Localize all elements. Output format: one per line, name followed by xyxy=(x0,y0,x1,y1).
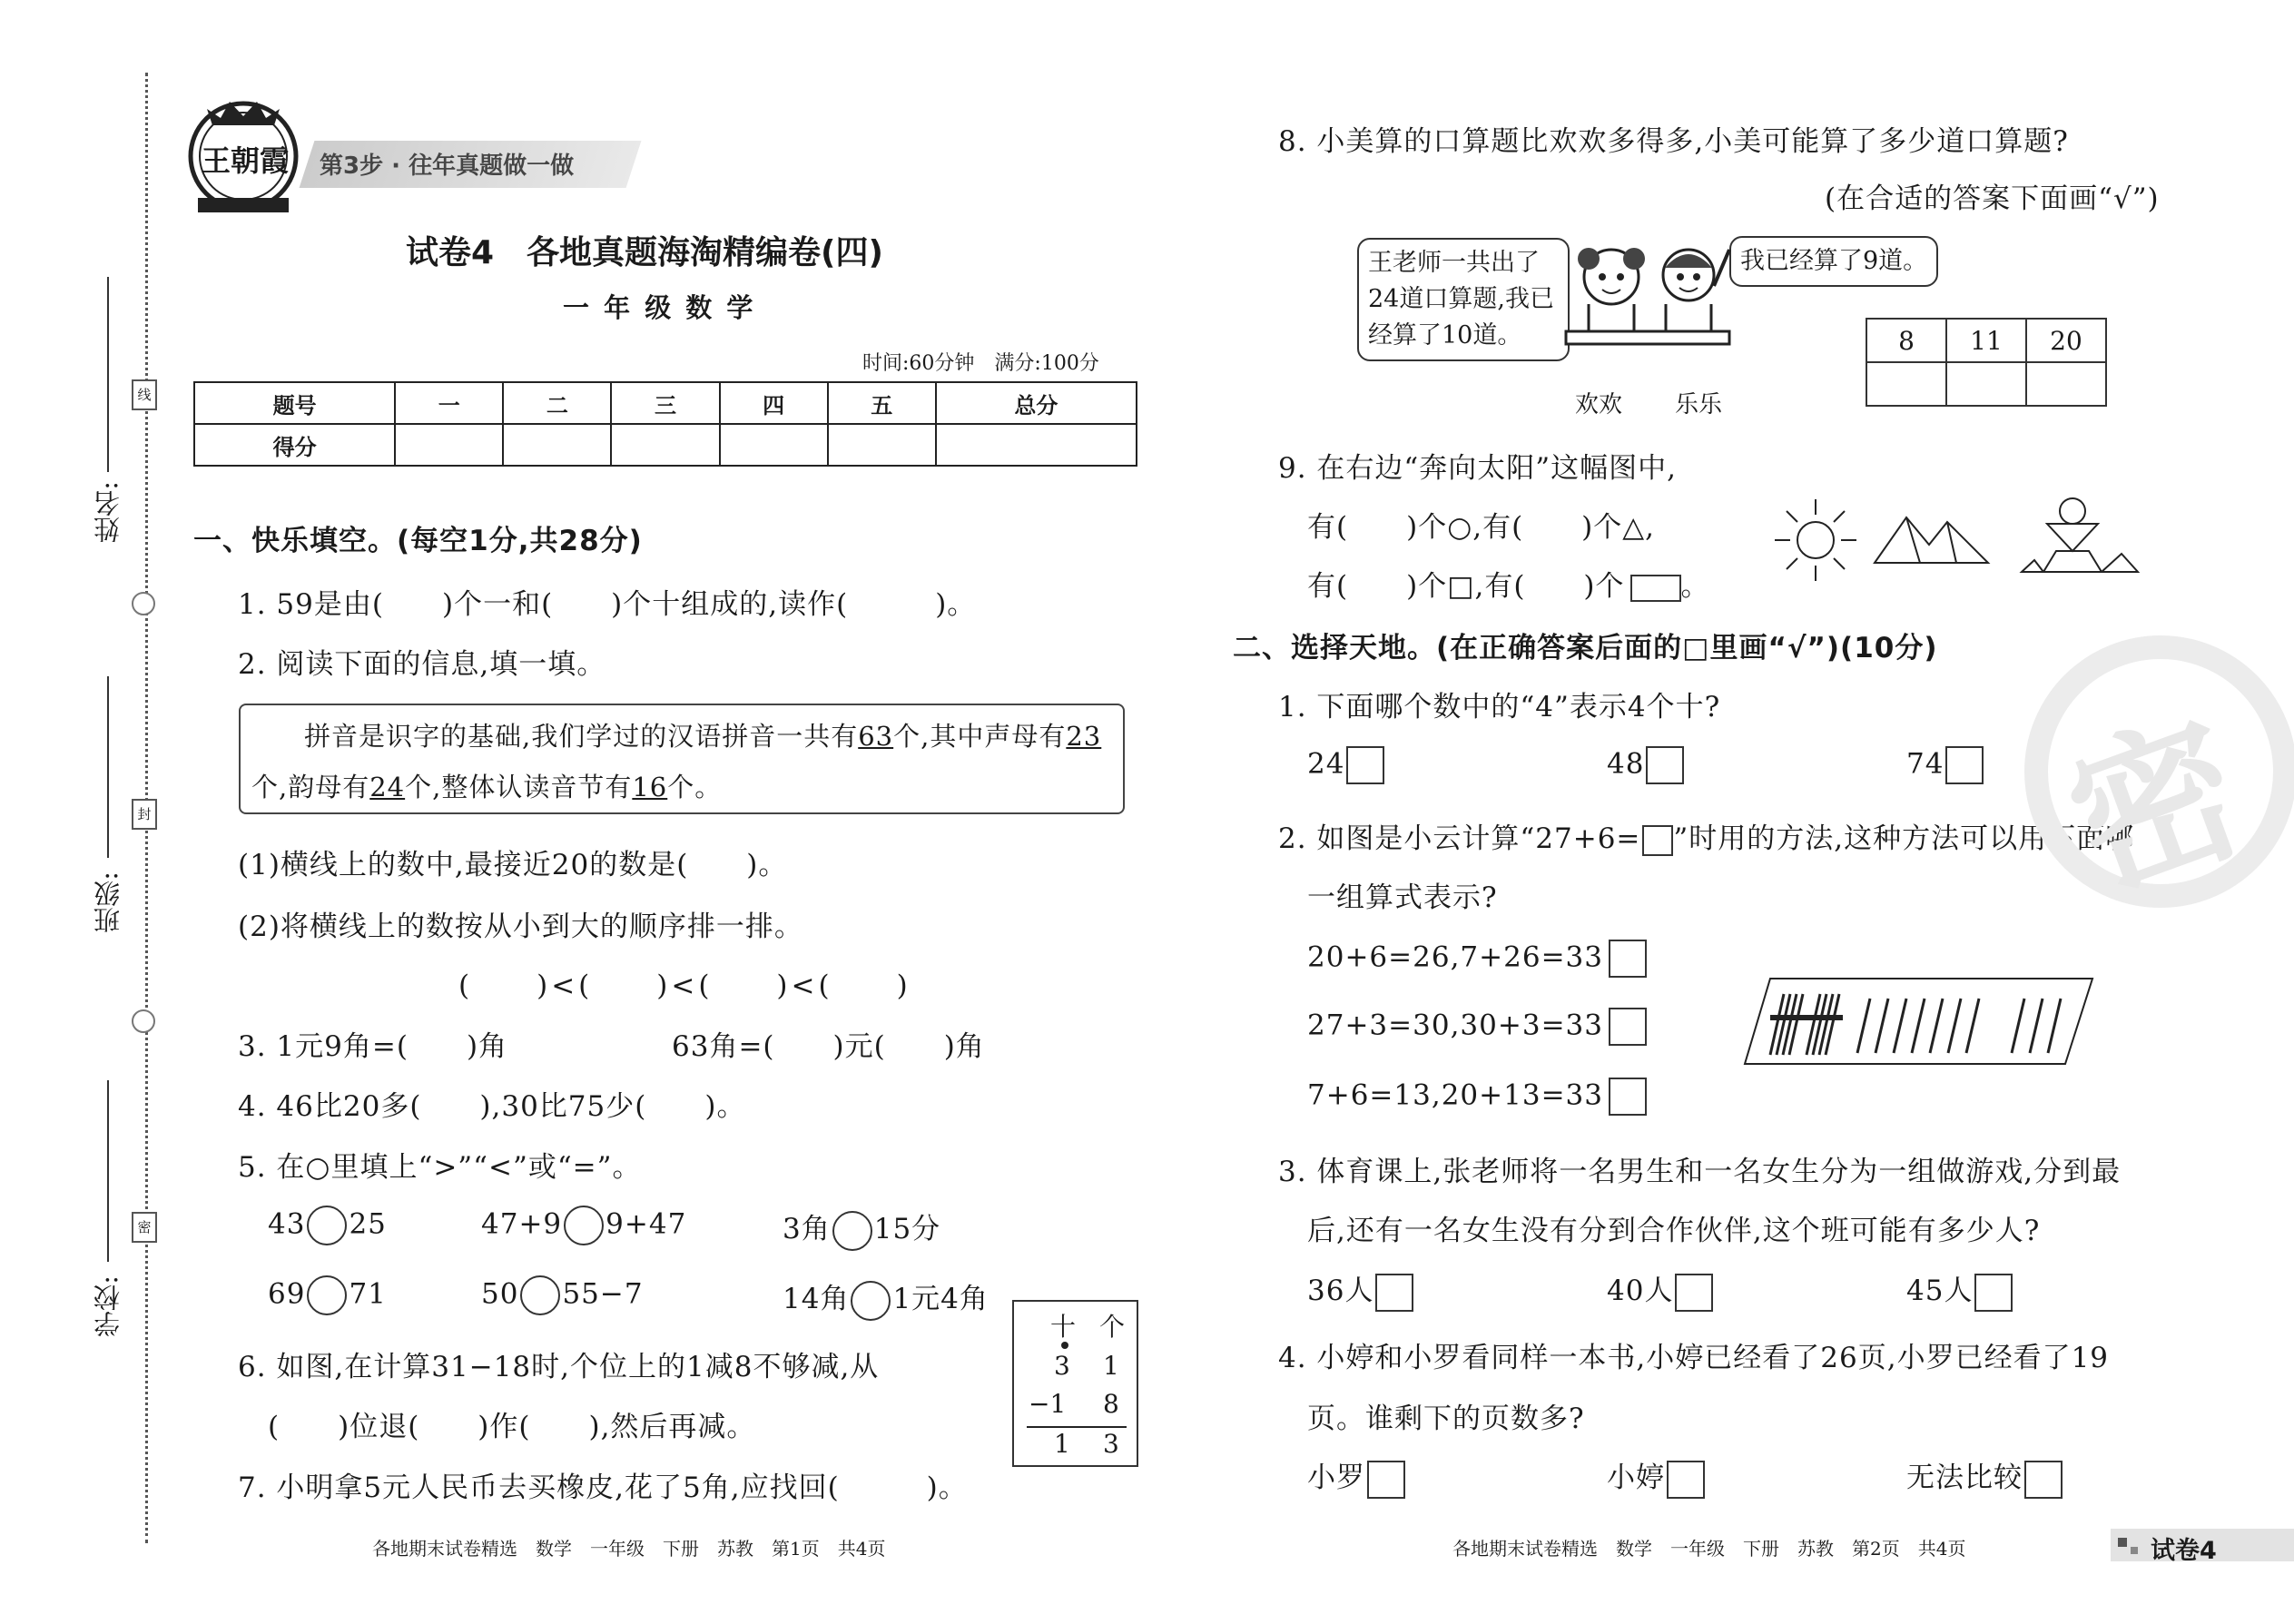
answer-checkbox[interactable] xyxy=(1667,1461,1705,1499)
equation-blank-box[interactable] xyxy=(1642,825,1673,856)
speech-bubble-1: 王老师一共出了24道口算题,我已经算了10道。 xyxy=(1357,238,1570,361)
section1-title: 一、快乐填空。(每空1分,共28分) xyxy=(193,525,643,557)
vert-digit: 8 xyxy=(1103,1389,1119,1419)
rectangle-shape-icon xyxy=(1630,575,1681,602)
info-number: 63 xyxy=(858,721,894,752)
compare-right: 15分 xyxy=(873,1213,941,1245)
compare-circle[interactable] xyxy=(307,1206,347,1245)
page-tag-label: 试卷4 xyxy=(2151,1537,2217,1565)
seal-box-1: 线 xyxy=(132,379,157,410)
score-cell[interactable] xyxy=(395,424,503,466)
option-text: 小婷 xyxy=(1607,1462,1665,1494)
tag-square-icon xyxy=(2118,1538,2127,1547)
choice-3-option xyxy=(1906,1267,2013,1312)
compare-item xyxy=(268,1206,387,1245)
q8-option: 11 xyxy=(1946,319,2026,362)
answer-checkbox[interactable] xyxy=(1346,746,1384,784)
tag-square-icon xyxy=(2131,1547,2138,1554)
question-2-2: (2)将横线上的数按从小到大的顺序排一排。 xyxy=(238,910,803,943)
score-header: 三 xyxy=(611,382,719,424)
option-text: 27+3=30,30+3=33 xyxy=(1307,1009,1603,1042)
choice-1-option xyxy=(1307,746,1384,784)
compare-right: 9+47 xyxy=(605,1207,687,1241)
question-2-1: (1)横线上的数中,最接近20的数是( )。 xyxy=(238,849,788,881)
choice-4-option xyxy=(1307,1454,1405,1499)
vert-rule xyxy=(1027,1426,1127,1428)
logo-text: 王朝霞 xyxy=(202,143,290,178)
order-blanks: ( )<( )<( )<( ) xyxy=(458,969,911,1002)
info-text: 个,整体认读音节有 xyxy=(405,772,633,802)
choice-1: 1. 下面哪个数中的“4”表示4个十? xyxy=(1278,691,1721,723)
vert-digit: 3 xyxy=(1103,1429,1119,1459)
punch-hole-icon xyxy=(132,592,155,615)
question-7: 7. 小明拿5元人民币去买橡皮,花了5角,应找回( )。 xyxy=(238,1471,968,1504)
compare-left: 14角 xyxy=(783,1283,850,1315)
compare-item xyxy=(783,1275,989,1321)
vertical-subtraction xyxy=(1012,1300,1138,1467)
borrow-dot-icon xyxy=(1061,1342,1068,1349)
name-label: 姓名: xyxy=(93,481,123,543)
compare-circle[interactable] xyxy=(307,1275,347,1315)
score-cell[interactable] xyxy=(828,424,936,466)
choice-2-line-1 xyxy=(1278,815,2134,856)
compare-item xyxy=(783,1206,940,1251)
compare-left: 3角 xyxy=(783,1213,831,1245)
choice-2-text: ”时用的方法,这种方法可以用下面哪 xyxy=(1673,822,2135,855)
q8-answer-cell[interactable] xyxy=(1866,362,1946,406)
question-6a: 6. 如图,在计算31−18时,个位上的1减8不够减,从 xyxy=(238,1351,880,1383)
score-header: 四 xyxy=(720,382,828,424)
score-row-label: 得分 xyxy=(194,424,395,466)
choice-4-option xyxy=(1906,1454,2063,1499)
option-text: 74 xyxy=(1906,747,1944,781)
question-9: 9. 在右边“奔向太阳”这幅图中, xyxy=(1278,452,1677,485)
compare-right: 55−7 xyxy=(562,1277,644,1311)
choice-3-line-1: 3. 体育课上,张老师将一名男生和一名女生分为一组做游戏,分到最 xyxy=(1278,1156,2122,1188)
choice-1-option xyxy=(1607,746,1684,784)
score-header: 题号 xyxy=(194,382,395,424)
compare-left: 50 xyxy=(481,1277,519,1311)
vert-digit: 1 xyxy=(1103,1351,1119,1381)
answer-checkbox[interactable] xyxy=(1609,1008,1647,1046)
question-2: 2. 阅读下面的信息,填一填。 xyxy=(238,648,606,681)
footer-right: 各地期末试卷精选 数学 一年级 下册 苏教 第2页 共4页 xyxy=(1452,1538,1966,1560)
answer-checkbox[interactable] xyxy=(1609,1078,1647,1116)
compare-left: 43 xyxy=(268,1207,306,1241)
answer-checkbox[interactable] xyxy=(1945,746,1984,784)
info-text: 个。 xyxy=(667,772,723,802)
answer-checkbox[interactable] xyxy=(1367,1461,1405,1499)
choice-2-option xyxy=(1307,1008,1647,1046)
info-number: 24 xyxy=(369,772,406,802)
info-line-1 xyxy=(304,716,1101,753)
q8-option: 8 xyxy=(1866,319,1946,362)
answer-checkbox[interactable] xyxy=(1675,1274,1713,1312)
score-cell[interactable] xyxy=(936,424,1137,466)
school-label: 学校: xyxy=(93,1275,123,1337)
kid-name-2: 乐乐 xyxy=(1675,391,1723,418)
answer-checkbox[interactable] xyxy=(1609,940,1647,978)
speech-bubble-2: 我已经算了9道。 xyxy=(1729,236,1938,287)
option-text: 45人 xyxy=(1906,1275,1974,1307)
compare-item xyxy=(481,1275,644,1315)
info-text: 拼音是识字的基础,我们学过的汉语拼音一共有 xyxy=(304,721,859,752)
question-9-row-1: 有( )个○,有( )个△, xyxy=(1307,511,1655,544)
q8-option: 20 xyxy=(2026,319,2106,362)
info-number: 23 xyxy=(1066,721,1102,752)
class-line xyxy=(107,676,109,858)
choice-4-line-1: 4. 小婷和小罗看同样一本书,小婷已经看了26页,小罗已经看了19 xyxy=(1278,1342,2110,1374)
compare-item xyxy=(268,1275,387,1315)
ones-label: 个 xyxy=(1099,1312,1126,1342)
secret-stamp xyxy=(2024,635,2294,925)
score-cell[interactable] xyxy=(611,424,719,466)
vert-digit: 3 xyxy=(1054,1351,1070,1381)
vert-digit: 1 xyxy=(1054,1429,1070,1459)
time-score: 时间:60分钟 满分:100分 xyxy=(862,352,1099,375)
run-to-sun-figure xyxy=(1775,495,2156,586)
compare-circle[interactable] xyxy=(520,1275,560,1315)
compare-item xyxy=(481,1206,686,1245)
answer-checkbox[interactable] xyxy=(1974,1274,2013,1312)
choice-4-line-2: 页。谁剩下的页数多? xyxy=(1307,1403,1585,1435)
exam-title: 试卷4 各地真题海淘精编卷(四) xyxy=(406,234,883,271)
compare-left: 69 xyxy=(268,1277,306,1311)
question-8-hint: (在合适的答案下面画“√”) xyxy=(1825,182,2160,215)
option-text: 小罗 xyxy=(1307,1462,1365,1494)
compare-right: 71 xyxy=(349,1277,387,1311)
counting-sticks-figure xyxy=(1743,971,2097,1071)
brand-logo xyxy=(180,91,307,218)
answer-checkbox[interactable] xyxy=(1375,1274,1413,1312)
choice-2-option xyxy=(1307,940,1647,978)
question-9-row-2-text: 有( )个□,有( )个 xyxy=(1307,570,1625,603)
compare-left: 47+9 xyxy=(481,1207,563,1241)
punch-hole-icon xyxy=(132,1009,155,1033)
question-4: 4. 46比20多( ),30比75少( )。 xyxy=(238,1090,746,1123)
tens-label: 十 xyxy=(1050,1312,1077,1342)
vert-digit: −1 xyxy=(1029,1389,1067,1419)
class-label: 班级: xyxy=(93,871,123,933)
info-text: 个,其中声母有 xyxy=(893,721,1067,752)
footer-left: 各地期末试卷精选 数学 一年级 下册 苏教 第1页 共4页 xyxy=(372,1538,886,1560)
choice-2-option xyxy=(1307,1078,1647,1116)
score-cell[interactable] xyxy=(720,424,828,466)
school-line xyxy=(107,1080,109,1262)
question-3a: 3. 1元9角=( )角 xyxy=(238,1030,508,1063)
choice-3-option xyxy=(1607,1267,1713,1312)
question-9-row-2: 有( )个□,有( )个 。 xyxy=(1307,570,1710,603)
score-cell[interactable] xyxy=(503,424,611,466)
compare-circle[interactable] xyxy=(564,1206,604,1245)
score-table xyxy=(193,381,1137,467)
choice-1-option xyxy=(1906,746,1984,784)
section2-title: 二、选择天地。(在正确答案后面的□里画“√”)(10分) xyxy=(1233,632,1938,664)
answer-checkbox[interactable] xyxy=(1646,746,1684,784)
option-text: 20+6=26,7+26=33 xyxy=(1307,940,1603,974)
choice-3-line-2: 后,还有一名女生没有分到合作伙伴,这个班可能有多少人? xyxy=(1307,1215,2041,1247)
choice-4-option xyxy=(1607,1454,1705,1499)
kids-illustration xyxy=(1561,231,1734,377)
score-header: 五 xyxy=(828,382,936,424)
question-5: 5. 在○里填上“>”“<”或“=”。 xyxy=(238,1151,642,1184)
score-header: 二 xyxy=(503,382,611,424)
question-6b: ( )位退( )作( ),然后再减。 xyxy=(268,1411,756,1443)
choice-3-option xyxy=(1307,1267,1413,1312)
compare-right: 1元4角 xyxy=(892,1283,989,1315)
compare-circle[interactable] xyxy=(832,1211,872,1251)
option-text: 40人 xyxy=(1607,1275,1674,1307)
compare-circle[interactable] xyxy=(851,1281,891,1321)
score-header: 一 xyxy=(395,382,503,424)
name-line xyxy=(107,277,109,472)
answer-checkbox[interactable] xyxy=(2024,1461,2063,1499)
compare-right: 25 xyxy=(349,1207,387,1241)
choice-2-line-2: 一组算式表示? xyxy=(1307,881,1498,914)
score-header: 总分 xyxy=(936,382,1137,424)
page-tag xyxy=(2111,1529,2294,1565)
q8-options-table xyxy=(1866,318,2107,407)
option-text: 36人 xyxy=(1307,1275,1374,1307)
kid-name-1: 欢欢 xyxy=(1575,391,1623,418)
question-8: 8. 小美算的口算题比欢欢多得多,小美可能算了多少道口算题? xyxy=(1278,125,2069,158)
option-text: 24 xyxy=(1307,747,1345,781)
step-label: 第3步 · 往年真题做一做 xyxy=(320,153,575,180)
seal-box-2: 封 xyxy=(132,799,157,830)
q8-answer-cell[interactable] xyxy=(1946,362,2026,406)
question-1: 1. 59是由( )个一和( )个十组成的,读作( )。 xyxy=(238,588,977,621)
info-box xyxy=(239,704,1125,814)
q8-answer-cell[interactable] xyxy=(2026,362,2106,406)
info-number: 16 xyxy=(632,772,668,802)
exam-subtitle: 一 年 级 数 学 xyxy=(563,292,756,323)
option-text: 7+6=13,20+13=33 xyxy=(1307,1078,1603,1112)
info-text: 个,韵母有 xyxy=(251,772,370,802)
stamp-char: 密 xyxy=(2046,690,2266,925)
option-text: 48 xyxy=(1607,747,1645,781)
choice-2-text: 2. 如图是小云计算“27+6= xyxy=(1278,822,1641,855)
question-3b: 63角=( )元( )角 xyxy=(672,1030,985,1063)
option-text: 无法比较 xyxy=(1906,1462,2023,1494)
seal-box-3: 密 xyxy=(132,1212,157,1243)
info-line-2 xyxy=(251,767,722,804)
